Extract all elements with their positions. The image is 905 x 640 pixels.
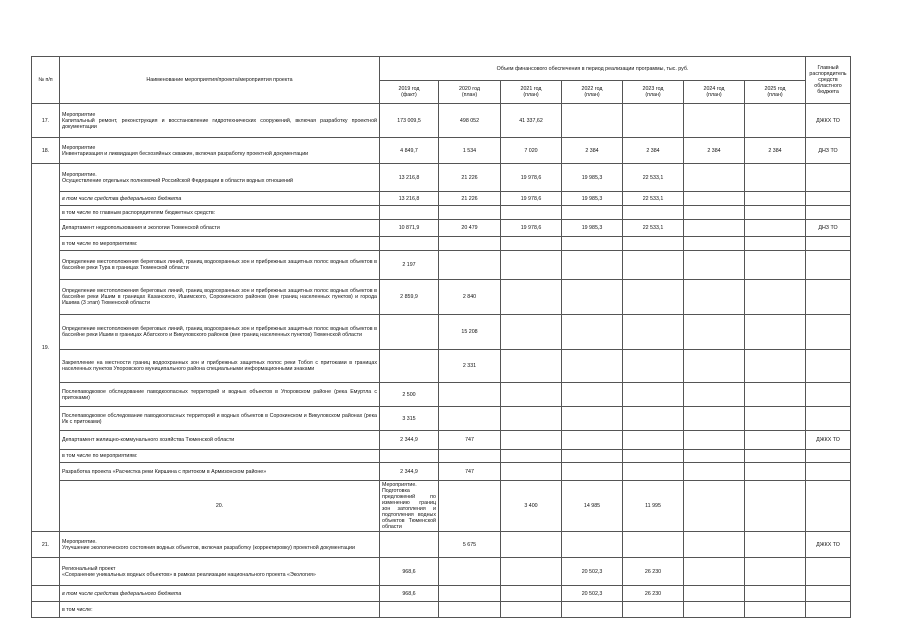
value-cell (562, 104, 623, 138)
value-cell: 22 533,1 (623, 220, 684, 237)
value-cell (684, 350, 745, 383)
table-row (32, 558, 851, 586)
value-cell (439, 481, 501, 532)
value-cell (745, 220, 806, 237)
value-cell (562, 383, 623, 407)
value-cell (745, 586, 806, 602)
value-cell (439, 558, 501, 586)
row-title: Мероприятие. (62, 538, 97, 545)
row-text: Капитальный ремонт, реконструкция и восстановление гидротехнических сооружений, включая разработку проектной документации (62, 117, 377, 130)
table-row (32, 463, 851, 481)
value-cell (380, 602, 439, 618)
row-name (60, 450, 380, 463)
value-cell (380, 206, 439, 220)
value-cell (745, 237, 806, 251)
value-cell (439, 586, 501, 602)
value-cell: 10 871,9 (380, 220, 439, 237)
value-cell (684, 602, 745, 618)
value-cell (439, 237, 501, 251)
value-cell (380, 450, 439, 463)
value-cell: 21 226 (439, 164, 501, 192)
value-cell (745, 431, 806, 450)
row-distributor: ДЖКХ ТО (806, 431, 851, 450)
row-distributor (806, 237, 851, 251)
value-cell (684, 251, 745, 280)
row-text: Послепаводковое обследование паводкоопасных территорий и водных объектов в Сорокинском и Викуловском районах (река Ик с притоками) (62, 412, 377, 425)
value-cell (562, 532, 623, 558)
value-cell (562, 280, 623, 315)
value-cell (623, 383, 684, 407)
value-cell (380, 237, 439, 251)
row-name (60, 407, 380, 431)
value-cell: 7 020 (501, 138, 562, 164)
header-year-note: (план) (706, 92, 722, 98)
value-cell: 5 675 (439, 532, 501, 558)
value-cell (684, 463, 745, 481)
value-cell (684, 237, 745, 251)
row-title: Мероприятие (62, 111, 96, 118)
value-cell (623, 350, 684, 383)
value-cell: 2 331 (439, 350, 501, 383)
row-distributor: ДЖКХ ТО (806, 104, 851, 138)
row-text: в том числе средства федерального бюджета (62, 590, 182, 597)
value-cell: 14 985 (562, 481, 623, 532)
value-cell (684, 407, 745, 431)
value-cell (745, 350, 806, 383)
header-year-note: (план) (584, 92, 600, 98)
header-year-label: 2024 год (703, 86, 725, 92)
value-cell: 747 (439, 463, 501, 481)
value-cell: 2 500 (380, 383, 439, 407)
value-cell: 968,6 (380, 586, 439, 602)
header-name: Наименование мероприятия/проекта/мероприятия проекта (60, 57, 380, 104)
row-distributor (806, 407, 851, 431)
row-number-empty (32, 558, 60, 586)
table-row (32, 192, 851, 206)
value-cell (745, 206, 806, 220)
value-cell (501, 532, 562, 558)
header-year (380, 81, 439, 104)
header-year (623, 81, 684, 104)
value-cell (501, 602, 562, 618)
table-row (32, 431, 851, 450)
table-row (32, 220, 851, 237)
value-cell (562, 463, 623, 481)
value-cell (439, 251, 501, 280)
value-cell (501, 558, 562, 586)
row-text: в том числе средства федерального бюджета (62, 195, 182, 202)
value-cell: 15 208 (439, 315, 501, 350)
row-text: Определение местоположения береговых линий, границ водоохранных зон и прибрежных защитных полос водных объектов в бассейне реки Ишим в границах Казанского, Ишимского, Сорокинского районов (вне границ населенных пунктов) и города Ишима (3 этап) Тюменской области (62, 288, 377, 306)
table-row (32, 586, 851, 602)
value-cell (439, 383, 501, 407)
value-cell (501, 315, 562, 350)
table-row (32, 481, 851, 532)
row-name (60, 192, 380, 206)
row-name (60, 280, 380, 315)
value-cell (684, 104, 745, 138)
value-cell (501, 383, 562, 407)
value-cell (745, 481, 806, 532)
value-cell: 3 400 (501, 481, 562, 532)
row-number-empty (32, 586, 60, 602)
value-cell: 13 216,8 (380, 164, 439, 192)
table-row (32, 104, 851, 138)
value-cell (562, 450, 623, 463)
header-year-label: 2019 год (398, 86, 420, 92)
value-cell (562, 206, 623, 220)
row-title: Мероприятие (62, 144, 96, 151)
table-row (32, 237, 851, 251)
value-cell (684, 558, 745, 586)
value-cell (623, 407, 684, 431)
value-cell: 20 479 (439, 220, 501, 237)
value-cell (623, 602, 684, 618)
value-cell: 4 849,7 (380, 138, 439, 164)
value-cell (684, 450, 745, 463)
financing-table (31, 56, 851, 618)
value-cell (623, 206, 684, 220)
value-cell: 22 533,1 (623, 164, 684, 192)
value-cell (745, 383, 806, 407)
row-distributor (806, 602, 851, 618)
value-cell: 19 978,6 (501, 164, 562, 192)
value-cell (745, 164, 806, 192)
value-cell (745, 104, 806, 138)
table-row (32, 206, 851, 220)
value-cell (501, 280, 562, 315)
value-cell (623, 315, 684, 350)
value-cell (501, 463, 562, 481)
header-year-label: 2020 год (459, 86, 480, 92)
value-cell (501, 237, 562, 251)
row-distributor: ДНЗ ТО (806, 138, 851, 164)
value-cell (562, 237, 623, 251)
value-cell: 19 985,3 (562, 164, 623, 192)
row-text: Послепаводковое обследование паводкоопасных территорий и водных объектов в Упоровском районе (река Емуртла с притоками) (62, 388, 377, 401)
header-year-note: (план) (523, 92, 539, 98)
value-cell (745, 558, 806, 586)
program-table-sheet (31, 56, 851, 618)
value-cell (501, 407, 562, 431)
row-name (60, 164, 380, 192)
header-year-label: 2023 год (642, 86, 664, 92)
value-cell: 2 344,9 (380, 431, 439, 450)
row-text: Инвентаризация и ликвидация бесхозяйных скважин, включая разработку проектной документации (62, 150, 309, 157)
header-year-note: (план) (461, 92, 478, 98)
value-cell (439, 602, 501, 618)
header-year-label: 2025 год (764, 86, 786, 92)
row-name (60, 431, 380, 450)
table-row (32, 138, 851, 164)
table-row (32, 602, 851, 618)
value-cell: 2 344,9 (380, 463, 439, 481)
value-cell (380, 315, 439, 350)
row-text: Департамент жилищно-коммунального хозяйства Тюменской области (62, 437, 235, 443)
row-name (60, 206, 380, 220)
value-cell: 13 216,8 (380, 192, 439, 206)
value-cell (439, 450, 501, 463)
row-text: Разработка проекта «Расчистка реки Киршина с притоком в Армизонском районе» (62, 468, 267, 475)
table-row (32, 280, 851, 315)
value-cell (501, 586, 562, 602)
value-cell: 20 502,3 (562, 558, 623, 586)
value-cell (623, 431, 684, 450)
value-cell: 20 502,3 (562, 586, 623, 602)
header-year-note: (план) (767, 92, 783, 98)
row-title: Мероприятие. (382, 482, 417, 488)
value-cell (745, 407, 806, 431)
row-text: в том числе по мероприятиям: (62, 453, 138, 459)
value-cell (623, 104, 684, 138)
row-number: 19. (32, 164, 60, 532)
value-cell: 498 052 (439, 104, 501, 138)
header-year (501, 81, 562, 104)
table-body (32, 104, 851, 618)
value-cell: 1 534 (439, 138, 501, 164)
value-cell (684, 586, 745, 602)
row-name (60, 138, 380, 164)
row-distributor (806, 383, 851, 407)
row-distributor (806, 463, 851, 481)
table-row (32, 383, 851, 407)
table-row (32, 532, 851, 558)
row-text: Подготовка предложений по изменению границ зон затопления и подтопления водных объектов Тюменской области (382, 488, 436, 530)
value-cell: 19 985,3 (562, 192, 623, 206)
row-name (60, 558, 380, 586)
row-name (60, 350, 380, 383)
value-cell (745, 251, 806, 280)
value-cell (501, 206, 562, 220)
value-cell (684, 383, 745, 407)
value-cell (501, 350, 562, 383)
row-distributor (806, 315, 851, 350)
row-distributor (806, 280, 851, 315)
value-cell (501, 450, 562, 463)
value-cell (380, 350, 439, 383)
row-name (60, 315, 380, 350)
row-text: Определение местоположения береговых линий, границ водоохранных зон и прибрежных защитных полос водных объектов в бассейне реки Тура в границах Тюменской области (62, 259, 377, 271)
row-distributor (806, 206, 851, 220)
row-title: Мероприятие. (62, 171, 97, 178)
row-text: в том числе по главным распорядителям бюджетных средств: (62, 209, 216, 216)
row-number: 20. (60, 481, 380, 532)
header-year-label: 2021 год (520, 86, 542, 92)
value-cell (684, 481, 745, 532)
value-cell (684, 164, 745, 192)
row-distributor (806, 586, 851, 602)
value-cell (380, 532, 439, 558)
row-text: «Сохранение уникальных водных объектов» в рамках реализации национального проекта «Экология» (62, 571, 316, 578)
row-distributor (806, 450, 851, 463)
header-year-note: (факт) (401, 92, 417, 98)
value-cell: 2 384 (745, 138, 806, 164)
value-cell (501, 251, 562, 280)
value-cell (439, 407, 501, 431)
header-distributor: Главный распорядитель средств областного бюджета (806, 57, 851, 104)
table-row (32, 450, 851, 463)
row-text: Улучшение экологического состояния водных объектов, включая разработку (корректировку) проектной документации (62, 544, 355, 551)
value-cell: 19 978,6 (501, 220, 562, 237)
row-text: в том числе: (62, 606, 93, 613)
value-cell: 3 315 (380, 407, 439, 431)
row-name (60, 532, 380, 558)
value-cell (562, 602, 623, 618)
value-cell (684, 280, 745, 315)
value-cell (684, 315, 745, 350)
value-cell: 2 197 (380, 251, 439, 280)
value-cell: 26 230 (623, 586, 684, 602)
table-row (32, 164, 851, 192)
table-row (32, 251, 851, 280)
value-cell: 173 009,5 (380, 104, 439, 138)
value-cell: 11 995 (623, 481, 684, 532)
header-finance: Объем финансового обеспечения в период реализации программы, тыс. руб. (380, 57, 806, 81)
value-cell (562, 251, 623, 280)
value-cell (623, 251, 684, 280)
value-cell: 22 533,1 (623, 192, 684, 206)
row-name (60, 104, 380, 138)
row-distributor: ДНЗ ТО (806, 220, 851, 237)
value-cell (501, 431, 562, 450)
table-row (32, 350, 851, 383)
value-cell: 2 840 (439, 280, 501, 315)
row-name (380, 481, 439, 532)
row-distributor (806, 558, 851, 586)
row-distributor: ДЖКХ ТО (806, 532, 851, 558)
value-cell (562, 431, 623, 450)
row-distributor (806, 350, 851, 383)
value-cell: 41 337,62 (501, 104, 562, 138)
value-cell (623, 280, 684, 315)
row-number: 18. (32, 138, 60, 164)
row-text: Определение местоположения береговых линий, границ водоохранных зон и прибрежных защитных полос водных объектов в бассейне реки Ишим в границах Абатского и Викуловского районов (вне границ населенных пунктов) Тюменской области (62, 326, 377, 338)
row-title: Региональный проект (62, 565, 116, 572)
value-cell: 21 226 (439, 192, 501, 206)
value-cell: 26 230 (623, 558, 684, 586)
value-cell (562, 315, 623, 350)
value-cell (623, 237, 684, 251)
value-cell (745, 450, 806, 463)
value-cell (745, 463, 806, 481)
header-year (745, 81, 806, 104)
row-distributor (806, 164, 851, 192)
value-cell: 2 859,9 (380, 280, 439, 315)
row-name (60, 383, 380, 407)
header-year-note: (план) (645, 92, 661, 98)
value-cell (806, 481, 851, 532)
value-cell (623, 450, 684, 463)
value-cell: 747 (439, 431, 501, 450)
header-year-label: 2022 год (581, 86, 603, 92)
row-name (60, 602, 380, 618)
table-row (32, 315, 851, 350)
header-year (439, 81, 501, 104)
value-cell (745, 280, 806, 315)
row-number: 21. (32, 532, 60, 558)
value-cell: 19 978,6 (501, 192, 562, 206)
value-cell: 968,6 (380, 558, 439, 586)
header-year (684, 81, 745, 104)
header-year (562, 81, 623, 104)
header-number: № п/п (32, 57, 60, 104)
value-cell: 2 384 (623, 138, 684, 164)
row-text: Департамент недропользования и экологии Тюменской области (62, 225, 220, 231)
value-cell (745, 532, 806, 558)
row-distributor (806, 251, 851, 280)
value-cell (562, 407, 623, 431)
value-cell (623, 532, 684, 558)
table-row (32, 407, 851, 431)
table-header (32, 57, 851, 104)
value-cell (623, 463, 684, 481)
value-cell (684, 206, 745, 220)
value-cell (745, 192, 806, 206)
row-name (60, 586, 380, 602)
row-name (60, 237, 380, 251)
row-number-empty (32, 602, 60, 618)
value-cell (439, 206, 501, 220)
value-cell (562, 350, 623, 383)
value-cell (684, 192, 745, 206)
row-text: Закрепление на местности границ водоохранных зон и прибрежных защитных полос реки Тобол с притоками в границах населенных пунктов Упоровского муниципального района специальными информационными знаками (62, 360, 377, 372)
row-name (60, 220, 380, 237)
row-distributor (806, 192, 851, 206)
value-cell: 2 384 (684, 138, 745, 164)
value-cell (745, 315, 806, 350)
value-cell: 19 985,3 (562, 220, 623, 237)
value-cell (684, 431, 745, 450)
value-cell (745, 602, 806, 618)
row-name (60, 463, 380, 481)
row-text: Осуществление отдельных полномочий Российской Федерации в области водных отношений (62, 177, 294, 184)
value-cell (684, 220, 745, 237)
value-cell (684, 532, 745, 558)
row-name (60, 251, 380, 280)
value-cell: 2 384 (562, 138, 623, 164)
row-text: в том числе по мероприятиям: (62, 240, 138, 247)
row-number: 17. (32, 104, 60, 138)
